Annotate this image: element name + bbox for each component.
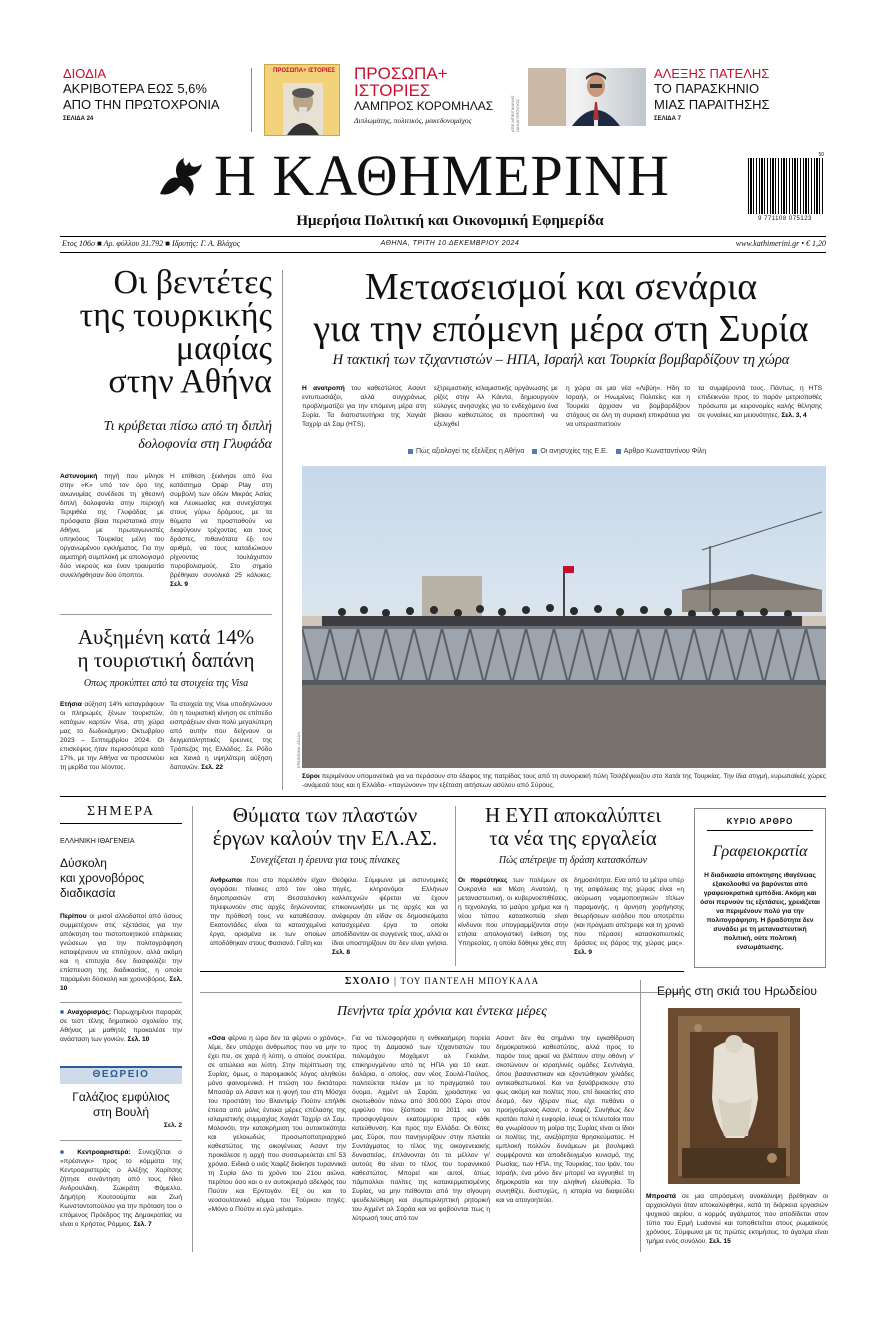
editorial-title: Γραφειοκρατία [712, 843, 808, 860]
comment-col-3 [496, 1034, 634, 1205]
promo-center-title-1: ΠΡΟΣΩΠΑ+ [354, 64, 448, 83]
promo-right-kicker: ΑΛΕΞΗΣ ΠΑΤΕΛΗΣ [654, 66, 770, 81]
comment-col-1-lead: «Οσα [208, 1035, 226, 1042]
syria-col-1-lead: Η ανατροπή [302, 385, 345, 392]
photo-credit-right: ΑΠΕ-ΜΠΕ/ΓΙΑΝΝΗΣ ΠΑΝΑΓΟΠΟΥΛΟΣ [510, 95, 520, 132]
simera-brief-2: ■ Αναχορισμός: Παρωχημένοι παροράς σε τεστ τέλης δημοτικού σχολείου της Αθήνας με μαθητές προκαλέσε την ανάσταση των γονιών. Σελ. 10 [60, 1009, 182, 1043]
syria-headline-line-2: για την επόμενη μέρα στη Συρία [313, 308, 809, 350]
barcode-number: 9 771108 075123 [758, 216, 812, 222]
mafia-headline-line-2: της τουρκικής [79, 297, 272, 334]
editorial-label: ΚΥΡΙΟ ΑΡΘΡΟ [707, 817, 813, 831]
eyp-col-1 [458, 876, 568, 948]
simera-page-3: Σελ. 2 [163, 1122, 182, 1129]
eyp-col-2-text: δημοσιότητα. Ενα από τα μέτρα υπέρ της ασφάλειας της χώρας είναι «η ακύρωση νομιμοποιητικών τίτλων παραμονής, η άρνηση χορήγησης θεωρήσεων εισόδου που αποτρέπει (και πράγματι απέτρεψε και τη χρονιά που πέρασε) κατασκοπευτικές δράσεις εις βάρος της χώρας μας». [574, 877, 684, 947]
eyp-headline-line-2: τα νέα της εργαλεία [489, 826, 657, 850]
tourism-headline-line-1: Αυξημένη κατά 14% [77, 625, 255, 649]
tourism-col-1-text: αύξηση 14% καταγράφουν οι πληρωμές ξένων τουριστών, κατόχων καρτών Visa, στη χώρα μας το δωδεκάμηνο Οκτωβρίου 2023 – Σεπτεμβρίου 2024. Οι επισκέψεις ήταν περισσότερα κατά 17%, με την Αθήνα να προσελκύει τη μερίδα του λέοντος. [60, 701, 164, 771]
syria-col-2 [434, 384, 558, 429]
police-headline-line-2: έργων καλούν την ΕΛ.ΑΣ. [212, 826, 438, 850]
syria-caption-text: περιμένουν υπομονετικά για να περάσουν στο έδαφος της πατρίδας τους από τη συνοριακή πύλη Τσιλβέγκιοζου στο Χατάι της Τουρκίας. Την ίδια στιγμή, ευρωπαϊκές χώρες -ανάμεσά τους και η Ελλάδα- «παγώνουν» την εξέταση αιτήσεων ασύλου από Σύρους. [302, 773, 826, 789]
simera-page-2: Σελ. 10 [127, 1036, 150, 1043]
syria-headline[interactable] [294, 266, 828, 350]
police-col-2-text: Θεόφιλο. Σύμφωνα με αστυνομικές πηγές, κληρονόμοι Ελλήνων καλλιτεχνών φέρεται να έχουν επικοινωνήσει με τις αρχές και να ανέφεραν ότι είδαν σε δημοσιεύματα κατασχεμένα έργα τα οποία αποδίδονταν σε συγγενείς τους, αλλά οι ίδιοι υποστηρίζουν ότι δεν είναι γνήσια. [332, 877, 448, 947]
mafia-col-2-text: Η επίθεση ξεκίνησε από ένα κατάστημα Opap Play στη συμβολή των οδών Μικράς Ασίας και Λευκωσίας και συνεχίστηκε στους γύρω δρόμους, με τα θύματα να προσπαθούν να διαφύγουν τρέχοντας και τους δράστες, πιθανότατα έξι τον αριθμό, να τους καταδιώκουν ρίχνοντας τουλάχιστον πυροβολισμούς. Στο σημείο βρέθηκαν συνολικά 25 κάλυκες. [170, 473, 272, 579]
eyp-col-1-text: των πολέμων σε Ουκρανία και Μέση Ανατολή, η μεταναστευτική, οι κυβερνοεπιθέσεις, η τεχνολογία, το μαύρο χρήμα και η νέου τύπου κατασκοπεία είναι κίνδυνοι που υπογραμμίζονται στην ετήσια απολογιστική έκθεση της Υπηρεσίας, η οποία δόθηκε χθες στη [458, 877, 568, 947]
police-headline[interactable] [200, 804, 450, 850]
syria-deck: Η τακτική των τζιχαντιστών – ΗΠΑ, Ισραήλ και Τουρκία βομβαρδίζουν τη χώρα [332, 352, 790, 368]
theoreio-head-line-1: Γαλάζιος εμφύλιος [72, 1090, 170, 1104]
eyp-headline-line-1: Η ΕΥΠ αποκαλύπτει [484, 803, 662, 827]
tourism-deck: Οπως προκύπτει από τα στοιχεία της Visa [83, 678, 249, 689]
comment-header: ΣΧΟΛΙΟ | ΤΟΥ ΠΑΝΤΕΛΗ ΜΠΟΥΚΑΛΑ [344, 976, 540, 987]
editorial-box [694, 808, 826, 968]
editorial-text: Η διαδικασία απόκτησης ιθαγένειας εξακολουθεί να βαρύνεται από γραφειοκρατικά εμπόδια. Ακόμη και όσοι περνούν τις εξετάσεις, χρειάζεται να περιμένουν πολύ για την πολιτογράφηση. Η βραδύτητα δεν συνάδει με τη μεταναστευτική πολιτική, ούτε πολιτική ενσωμάτωσης. [700, 872, 820, 951]
comment-col-1-text: φέρνει η ώρα δεν τα φέρνει ο χρόνος», λέμε, δεν υπάρχει άνθρωπος που να μην το έχει πει, σε χαρά ή λύπη, ο οποίος συνετέρα, σε απώλεια και λύπη. Στην περίπτωση της Συρίας, όμως, ο παροιμιακός λόγος αληθεύει μόνο φαινομενικά. Η πτώση του δικτάτορα Μπασάρ αλ Ασαντ και η φυγή του στη Μόσχα του προστάτη του Βλαντιμίρ Πούτιν επήλθε έπειτα από μόλις έντεκα μέρες επέλασης της ισλαμιστικής συμμαχίας Χαγιάτ Ταχρίρ αλ Σαμ. Μολονότι, την κατακρήμιση του αυτοκτικότητα και γελοιωδώς προσωποπατριαρχικό καθεστώτος της οικογένειας Ασαντ την προκάλεσε η αρχή που συσσωρεύεται επί 53 χρόνια. Ειδικά ο υιός Χαφέζ διοίκησε τυραννικά τη Συρία όλο το χρόνο του 21ου αιώνα, περίπου όσο και ο εν αυτοκρισμό αδελφός του Πούτιν και Ερντογάν. Εξ ου και το νεοσουλτανικό κόμμα του Τούρκου πηγές: «Μόνο ο Πούτιν κι εγώ μείναμε». [208, 1035, 346, 1213]
simera-text [60, 912, 182, 993]
promo-center[interactable] [354, 66, 504, 125]
syria-col-4 [698, 384, 822, 420]
promo-left[interactable] [63, 66, 253, 122]
magazine-portrait [265, 81, 340, 136]
promo-center-desc: Διπλωμάτης, πολιτικός, μακεδονομάχος [354, 116, 472, 125]
mafia-col-1-text: πηγή που μίλησε στην «Κ» υπό τον όρο της ανωνυμίας συνέδεσε τη χθεσινή διπλή δολοφονία στην περιοχή Τερψιθέα της Γλυφάδας με πρόσφατα βίαια περιστατικά στην Αθήνα, με πρωταγωνιστές υπηκόους Τουρκίας μέλη του οργανωμένου εγκλήματος. Για την αιματηρή συμπλοκή με απολογισμό δύο νεκρούς και έναν τραυματία συνελήφθησαν δύο ύποπτοι. [60, 473, 164, 579]
simera-head-line-2: και χρονοβόρος [60, 871, 145, 885]
magazine-cover-label: ΠΡΟΣΩΠΑ+ ΙΣΤΟΡΙΕΣ [273, 68, 336, 74]
mafia-headline-line-4: στην Αθήνα [108, 363, 272, 400]
syria-related-links [402, 448, 822, 455]
syria-col-2-text: εξτρεμιστικής ισλαμιστικής οργάνωσης με ρίζες στην Αλ Κάιντα, δημιουργούν εύλογες ανησυχίες για το ενδεχόμενο ένα βίαιου καθεστώτος σε προοπτική να εξελιχθεί [434, 385, 558, 428]
promo-center-name: ΛΑΜΠΡΟΣ ΚΟΡΟΜΗΛΑΣ [354, 99, 494, 113]
promo-left-page: ΣΕΛΙΔΑ 24 [63, 116, 94, 122]
syria-link-1[interactable]: Πώς αξιολογεί τις εξελίξεις η Αθήνα [416, 448, 525, 455]
simera-section: ΕΛΛΗΝΙΚΗ ΙΘΑΓΕΝΕΙΑ [60, 838, 135, 845]
mafia-col-2 [170, 472, 272, 589]
mafia-deck: Τι κρύβεται πίσω από τη διπλή δολοφονία στη Γλυφάδα [103, 419, 272, 452]
promo-left-kicker: ΔΙΟΔΙΑ [63, 66, 107, 81]
tourism-headline-line-2: η τουριστική δαπάνη [77, 648, 255, 672]
mafia-col-1 [60, 472, 164, 580]
syria-link-3[interactable]: Αρθρο Κωνσταντίνου Φίλη [623, 448, 707, 455]
comment-title[interactable]: Πενήντα τρία χρόνια και έντεκα μέρες [337, 1004, 547, 1019]
eyp-col-1-lead: Οι πορεύτηκες [458, 877, 508, 884]
dateline-center: ΑΘΗΝΑ, ΤΡΙΤΗ 10 ΔΕΚΕΜΒΡΙΟΥ 2024 [380, 240, 520, 247]
simera-page-1: Σελ. 10 [60, 976, 182, 992]
police-col-2 [332, 876, 448, 957]
police-page: Σελ. 8 [332, 949, 351, 956]
tourism-col-2 [170, 700, 272, 772]
simera-brief-3: ■ Κεντροαριστερά: Συνεχίζεται ο «πρέσινγκ» προς το κόμματα της Κεντροαριστεράς ο Αλέξης Χαρίτσης ζήτησε συνάντηση από τους Νίκο Ανδρουλάκη, Σωκράτη Φάμελλο, Δημήτρη Κουτσούμπα και Ζωή Κωνσταντοπούλου για την πρόταση του ο επόμενος Πρόεδρος της Δημοκρατίας να είναι ο Χρήστος Ρόμμος. Σελ. 7 [60, 1149, 182, 1228]
theoreio-box [60, 1066, 182, 1084]
tourism-headline[interactable] [60, 626, 272, 672]
eyp-col-2 [574, 876, 684, 957]
hermes-title[interactable]: Ερμής στη σκιά του Ηρωδείου [657, 984, 817, 998]
syria-col-4-text: τα συμφέροντά τους. Πάντως, η HTS επιδεικνύει προς το παρόν μετριοπαθές πρόσωπο με κειρονομίες καλής θέλησης σε γυναίκες και μειονότητες. [698, 385, 822, 419]
comment-col-2 [352, 1034, 490, 1223]
theoreio-head-line-2: στη Βουλή [92, 1105, 150, 1119]
simera-brief-3-text: Συνεχίζεται ο «πρέσινγκ» προς το κόμματα της Κεντροαριστεράς ο Αλέξης Χαρίτσης ζήτησε συνάντηση από τους Νίκο Ανδρουλάκη, Σωκράτη Φάμελλο, Δημήτρη Κουτσούμπα και Ζωή Κωνσταντοπούλου για την πρόταση του ο επόμενος Πρόεδρος της Δημοκρατίας να είναι ο Χρήστος Ρόμμος. [60, 1149, 182, 1228]
theoreio-label: ΘΕΩΡΕΙΟ [92, 1069, 150, 1080]
syria-caption-lead: Σύροι [302, 773, 320, 780]
syria-headline-line-1: Μετασεισμοί και σενάρια [364, 266, 758, 308]
police-headline-line-1: Θύματα των πλαστών [232, 803, 418, 827]
simera-brief-2-lead: Αναχορισμός: [67, 1009, 112, 1016]
simera-page-4: Σελ. 7 [133, 1221, 152, 1228]
eyp-deck: Πώς απέτρεψε τη δράση κατασκόπων [498, 855, 648, 866]
hermes-page: Σελ. 15 [709, 1238, 731, 1245]
promo-right-headline-2: ΜΙΑΣ ΠΑΡΑΙΤΗΣΗΣ [654, 97, 770, 112]
syria-col-1 [302, 384, 426, 429]
griffin-logo-icon [156, 150, 208, 202]
comment-col-3-text: Ασαντ δεν θα σημάνει την εγκαθίδρυση δημοκρατικού καθεστώτος, αλλά προς το παρόν τους αρκεί να βλέπουν στην οθόνη ν' σκοτώνουν οι ισραηλινές ομάδες Σεντνάγια, όπου βασανιστικαν και εξοντώθηκαν χιλιάδες αντικαθεστωτικοί. Και να ξανάβρισκουν στο φως ακόμη και πολίτες που, επί δεκαετίες στο δεσμό, δεν ήξεραν πως είχε πεθάνει ο προηγούμενος Ασαντ, ο Χαφέζ. Συνήθως δεν κρατάει πολύ η ευφορία. Ισως οι τελευταίοι που θα γνωρίσουν τη μοίρα της Συρίας είναι οι ίδιοι οι πολίτες της, ανεξάρτητα θρησκεύματος. Η εμπλοκή πολλών δυνάμεων με βουλιμικά συμφέροντα και αποδεδειγμένο κυνισμό, της Ρωσίας, των ΗΠΑ, της Τουρκίας, του Ιράν, του Ισραήλ, ένα μόνο δεν μπορεί να εγγυηθεί: τη δημοκρατία και την αληθινή ελευθερία. Το συνηθίζει, δυστυχώς, η ιστορία να διαψεύδει και να απογοητεύει. [496, 1035, 634, 1204]
police-deck: Συνεχίζεται η έρευνα για τους πίνακες [250, 855, 400, 866]
hermes-caption [646, 1192, 828, 1246]
simera-head-line-1: Δύσκολη [60, 856, 107, 870]
tourism-col-1-lead: Ετήσια [60, 701, 82, 708]
eyp-page: Σελ. 9 [574, 949, 593, 956]
dateline-left: Ετος 106ο ■ Αρ. φύλλου 31.792 ■ Ιδρυτής: Γ. Α. Βλάχος [62, 239, 240, 248]
comment-label: ΣΧΟΛΙΟ [344, 976, 391, 987]
tourism-col-2-text: Τα στοιχεία της Visa υποδηλώνουν ότι η τουριστική κίνηση σε επίπεδο εισπράξεων είναι πολύ μεγαλύτερη από αυτήν που δείχνουν οι δειγματοληπτικές έρευνες της Τράπεζας της Ελλάδος. Σε Ρόδο και Χανιά η υψηλότερη αύξηση δαπανών. [170, 701, 272, 771]
simera-title: ΣΗΜΕΡΑ [87, 804, 155, 819]
police-col-1-text: που στο παρελθόν είχαν αγοράσει πίνακες από τον οίκο δημοπρασιών στη Θεσσαλονίκη τηλεφωνούν στις αρχές δηλώνοντας την πρόθεσή τους να καταθέσουν. Εκατοντάδες είναι τα κατασχεμένα έργα, ορισμένα εκ των οποίων αποδόθηκαν στους Φασιανό, Γαΐτη και [210, 877, 326, 947]
promo-left-headline-2: ΑΠΟ ΤΗΝ ΠΡΩΤΟΧΡΟΝΙΑ [63, 97, 220, 112]
mafia-headline-line-3: μαφίας [175, 330, 272, 367]
tourism-col-1 [60, 700, 164, 772]
mafia-page: Σελ. 9 [170, 581, 189, 588]
mafia-headline[interactable] [60, 266, 272, 398]
police-col-1-lead: Ανθρωποι [210, 877, 242, 884]
mafia-col-1-lead: Αστυνομική [60, 473, 98, 480]
promo-left-headline-1: ΑΚΡΙΒΟΤΕΡΑ ΕΩΣ 5,6% [63, 81, 207, 96]
masthead-subtitle: Ημερήσια Πολιτική και Οικονομική Εφημερίδα [296, 213, 604, 229]
comment-col-1 [208, 1034, 346, 1214]
simera-brief-3-lead: Κεντροαριστερά: [77, 1149, 131, 1156]
simera-text-lead: Περίπου [60, 913, 87, 920]
syria-col-3-text: η χώρα σε μια νέα «Λιβύη». Ηδη το Ισραήλ, οι Ηνωμένες Πολιτείες και η Τουρκία άρχισαν να βομβαρδίζουν στόχους σε όλη τη συριακή επικράτεια για να υπερασπιστούν [566, 385, 690, 428]
hermes-caption-lead: Μπροστά [646, 1193, 676, 1200]
comment-author: ΤΟΥ ΠΑΝΤΕΛΗ ΜΠΟΥΚΑΛΑ [400, 976, 540, 986]
dateline-right: www.kathimerini.gr • € 1,20 [735, 239, 826, 248]
patelis-photo [528, 68, 646, 126]
hermes-caption-text: σε μια απρόσμενη ανακάλυψη βρέθηκαν οι αρχαιολόγοι όταν αποκαλύφθηκε, κατά τη διάρκεια εργασιών ψυχικού αερίου, ο κορμός αγάλματος που αποδίδεται στον τύπο του Ερμή Ludovisi και τοποθετείται στους ρωμαϊκούς χρόνους. Σύμφωνα με τις πρώτες εκτιμήσεις, το άγαλμα είναι τμήμα ενός συνόλου. [646, 1193, 828, 1245]
syria-link-2[interactable]: Οι ανησυχίες της Ε.Ε. [540, 448, 608, 455]
barcode-icon [744, 152, 826, 226]
simera-head[interactable] [60, 856, 182, 901]
syria-photo-credit: EPA/KEMAL ASLAN [296, 731, 301, 768]
simera-brief-2-text: Παρωχημένοι παροράς σε τεστ τέλης δημοτικού σχολείου της Αθήνας με μαθητές προκαλέσε την ανάσταση των γονιών. [60, 1009, 182, 1043]
masthead-title: Η ΚΑΘΗΜΕΡΙΝΗ [214, 143, 670, 208]
tourism-page: Σελ. 22 [201, 764, 223, 771]
syria-border-photo [302, 466, 826, 768]
simera-text-body: οι μισοί αλλοδαποί από όσους συμμετέχουν στις εξετάσεις για την απόκτηση του πιστοποιητικού επάρκειας γνώσεων για την πολιτογράφηση καταφέρνουν να επιτύχουν, αλλά ακόμη και η επιτυχία δεν διασφαλίζει την επίσπευση της διαδικασίας, η οποία παραμένει δύσκολη και χρονοβόρος. [60, 913, 182, 983]
police-col-1 [210, 876, 326, 948]
promo-right-headline-1: ΤΟ ΠΑΡΑΣΚΗΝΙΟ [654, 81, 760, 96]
barcode-top: 50 [818, 152, 824, 158]
syria-col-1-text: του καθεστώτος Ασαντ εντυπωσιάζει, αλλά συγχρόνως προβληματίζει για την επόμενη μέρα στη Συρία. Τα διαπιστευτήρια της Χαγιάτ Ταχρίρ αλ Σαμ (HTS), [302, 385, 426, 428]
syria-col-3 [566, 384, 690, 429]
promo-center-title-2: ΙΣΤΟΡΙΕΣ [354, 81, 431, 100]
mafia-headline-line-1: Οι βεντέτες [113, 264, 272, 301]
comment-col-2-text: Για να τελεσφορήσει η ενθεκαήμερη πορεία προς τη Δαμασκό των τζιχαντιστών του πολυμάχου Μοχάμεντ αλ Γκολάνι, επικηρυγμένου από τις ΗΠΑ για 10 εκατ. δολάρια, ο οποίος, σαν νέος Σουλά-Παύλος, πολιτεύεται πλέον με το πραγματικό του όνομα, Αχμέντ αλ Σαράα, χρειάστηκε να σκοτωθούν πάνω από 300.000 Σύροι στον εμφύλιο που ξέσπασε το 2011 και να προσφυγέψουν εκατομμύρια προς κάθε κατεύθυνση. Και προς την Ελλάδα. Οι θύτες μας Σύροι, που πανηγυρίζουν στην πλατεία Συντάγματος το τέλος της οικογενειακής δυναστείας, έπλάνονται ότι το μέλλον γι' αυτούς θα είναι το τέλος του τυραννικού καθεστώτος. Μπορεί και αυτοί, όπως πάμπολλοι πολίτες της κατακερματισμένης Συρίας, να μην πείθονται από την σίγουρη ψευδελεύθερη και συμπεριληπτική ρητορική του Αχμέντ αλ Σαράα και να φοβούνται πως η λύτρωσή τους από τον [352, 1035, 490, 1222]
promo-right-page: ΣΕΛΙΔΑ 7 [654, 116, 681, 122]
syria-caption [302, 772, 826, 790]
hermes-photo [668, 1008, 800, 1184]
syria-page: Σελ. 3, 4 [781, 412, 807, 419]
eyp-headline[interactable] [462, 804, 684, 850]
theoreio-head[interactable] [60, 1090, 182, 1120]
promo-right[interactable] [654, 66, 834, 122]
simera-head-line-3: διαδικασία [60, 886, 116, 900]
magazine-cover[interactable] [264, 64, 340, 136]
